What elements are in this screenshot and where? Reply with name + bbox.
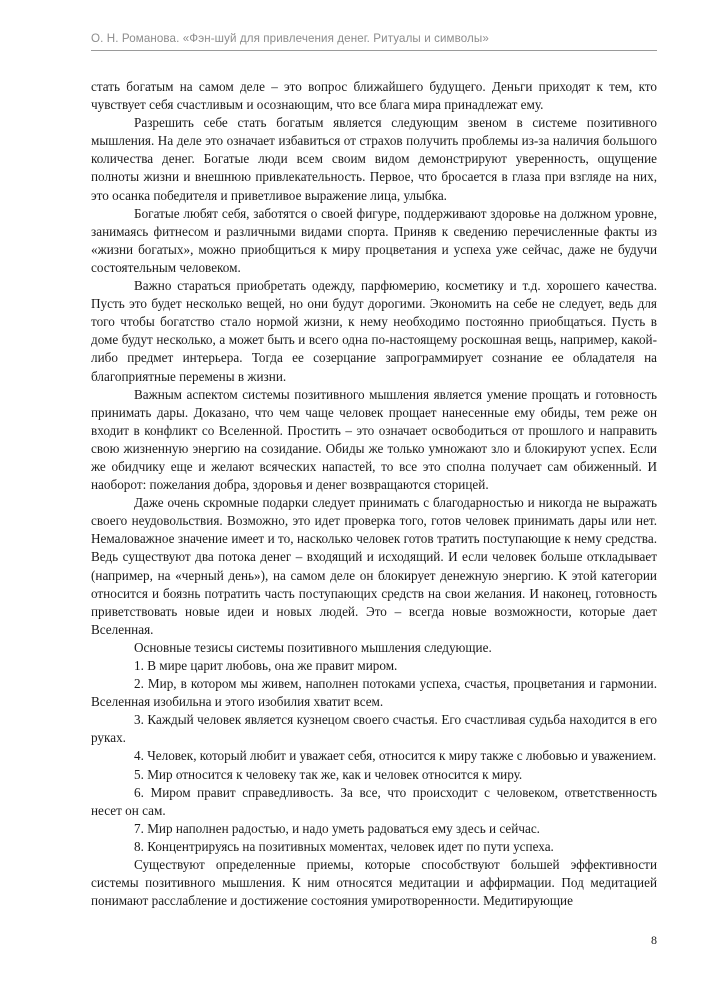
list-item: 4. Человек, который любит и уважает себя, относится к миру также с любовью и уважением. (134, 748, 657, 764)
paragraph: Даже очень скромные подарки следует принимать с благодарностью и никогда не выражать своего неудовольствия. Возможно, это идет проверка того, готов человек принимать дары или нет. Немаловажное значение имеет и то, насколько человек готов тратить поступающие к нему средства. Ведь существуют два потока денег – входящий и исходящий. И если человек больше откладывает (например, на «черный день»), на самом деле он блокирует денежную энергию. К этой категории относится и боязнь потратить часть поступающих средств на свои желания. И наконец, готовность приветствовать новые идеи и новых людей. Это – всегда новые возможности, которые дает Вселенная. (91, 495, 657, 637)
list-item: 7. Мир наполнен радостью, и надо уметь радоваться ему здесь и сейчас. (134, 820, 540, 836)
running-header: О. Н. Романова. «Фэн-шуй для привлечения денег. Ритуалы и символы» (91, 32, 489, 45)
paragraph: Существуют определенные приемы, которые способствуют большей эффективности системы позитивного мышления. К ним относятся медитации и аффирмации. Под медитацией понимают расслабление и достижение состояния умиротворенности. Медитирующие (91, 857, 657, 909)
paragraph: Основные тезисы системы позитивного мышления следующие. (134, 639, 492, 655)
list-item: 3. Каждый человек является кузнецом своего счастья. Его счастливая судьба находится в его руках. (91, 712, 657, 746)
page-number: 8 (651, 933, 657, 947)
body-text (91, 78, 657, 910)
list-item: 8. Концентрируясь на позитивных моментах, человек идет по пути успеха. (134, 838, 554, 854)
list-item: 2. Мир, в котором мы живем, наполнен потоками успеха, счастья, процветания и гармонии. Вселенная изобильна и этого изобилия хватит всем. (91, 676, 657, 710)
paragraph: стать богатым на самом деле – это вопрос ближайшего будущего. Деньги приходят к тем, кто чувствует себя счастливым и осознающим, что все блага мира принадлежат ему. (91, 79, 657, 113)
paragraph: Важным аспектом системы позитивного мышления является умение прощать и готовность принимать дары. Доказано, что чем чаще человек прощает нанесенные ему обиды, тем реже он входит в конфликт со Вселенной. Простить – это означает освободиться от прошлого и направить свою жизненную энергию на созидание. Обиды же только умножают зло и блокируют успех. Если же обидчику еще и желают всяческих напастей, то все это сполна получает сам обиженный. И наоборот: пожелания добра, здоровья и денег возвращаются сторицей. (91, 386, 657, 493)
list-item: 1. В мире царит любовь, она же правит миром. (134, 658, 398, 673)
list-item: 5. Мир относится к человеку так же, как и человек относится к миру. (134, 766, 523, 782)
header-divider (91, 50, 657, 51)
list-item: 6. Миром правит справедливость. За все, что происходит с человеком, ответственность несет он сам. (91, 784, 657, 818)
paragraph: Богатые любят себя, заботятся о своей фигуре, поддерживают здоровье на должном уровне, занимаясь фитнесом и различными видами спорта. Приняв к сведению перечисленные факты из «жизни богатых», можно приобщиться к миру процветания и успеха уже сейчас, даже не будучи состоятельным человеком. (91, 205, 657, 275)
paragraph: Разрешить себе стать богатым является следующим звеном в системе позитивного мышления. На деле это означает избавиться от страхов получить проблемы из-за наличия большого количества денег. Богатые люди всем своим видом демонстрируют уверенность, ощущение полноты жизни и внешнюю привлекательность. Первое, что бросается в глаза при взгляде на них, это осанка победителя и приветливое выражение лица, улыбка. (91, 115, 657, 203)
paragraph: Важно стараться приобретать одежду, парфюмерию, косметику и т.д. хорошего качества. Пусть это будет несколько вещей, но они будут дорогими. Экономить на себе не следует, ведь для того чтобы богатство стало нормой жизни, к нему необходимо постоянно приобщаться. Пусть в доме будут несколько, а может быть и всего одна по-настоящему роскошная вещь, например, какой-либо предмет интерьера. Тогда ее созерцание запрограммирует сознание ее обладателя на благоприятные перемены в жизни. (91, 278, 657, 384)
